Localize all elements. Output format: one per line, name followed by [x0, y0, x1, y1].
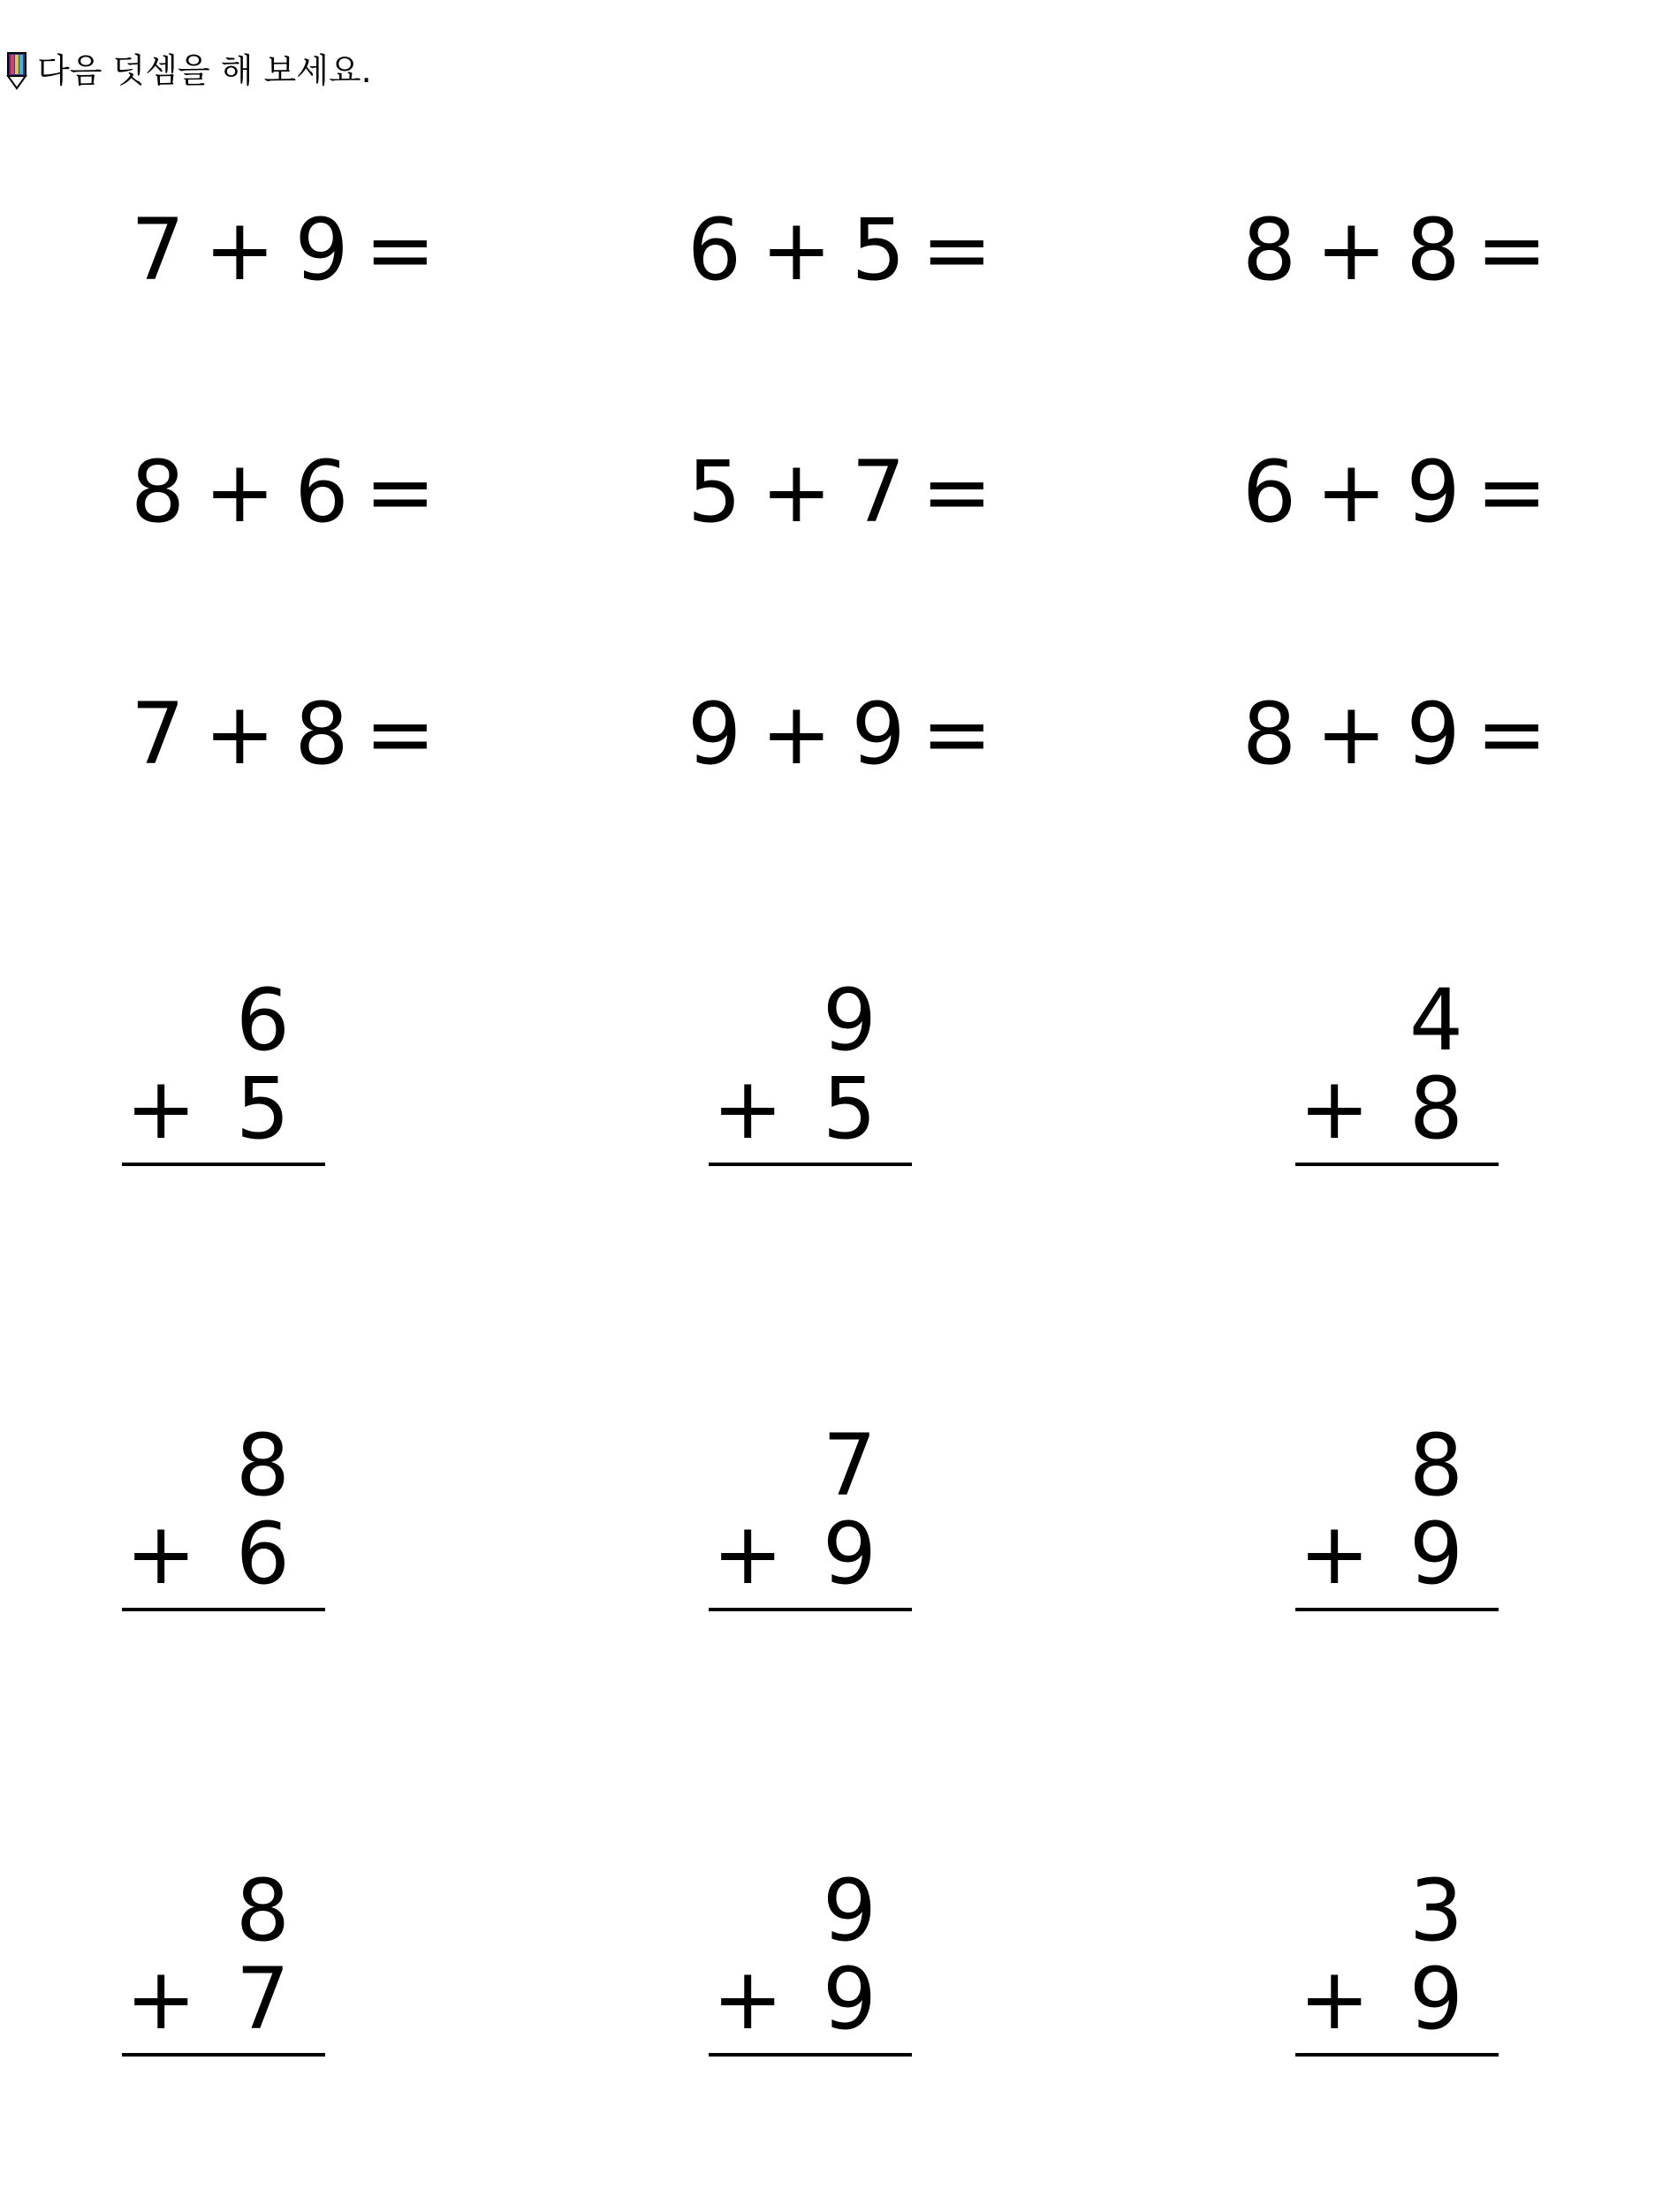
equals-sign: = [1476, 201, 1548, 299]
addend-a: 6 [687, 201, 742, 299]
addend-bottom: 5 [822, 1059, 877, 1158]
plus-sign: + [712, 1059, 784, 1158]
addend-b: 7 [851, 443, 906, 542]
pencil-icon [5, 51, 28, 90]
addend-b: 8 [1406, 201, 1461, 299]
plus-sign: + [761, 201, 832, 299]
addend-bottom: 7 [235, 1950, 290, 2049]
plus-sign: + [712, 1504, 784, 1603]
addend-bottom: 5 [235, 1059, 290, 1158]
addend-b: 5 [851, 201, 906, 299]
addend-top: 9 [822, 1861, 877, 1960]
addend-top: 6 [235, 971, 290, 1070]
plus-sign: + [761, 685, 832, 784]
addend-b: 9 [851, 685, 906, 784]
horizontal-problem [1242, 686, 1547, 783]
addend-top: 8 [235, 1861, 290, 1960]
horizontal-problem [1242, 443, 1547, 541]
addend-a: 8 [131, 443, 186, 542]
plus-sign: + [1299, 1059, 1370, 1158]
equals-sign: = [364, 201, 436, 299]
addend-b: 9 [294, 201, 349, 299]
answer-line [709, 1163, 912, 1166]
equals-sign: = [921, 443, 993, 542]
addend-a: 6 [1242, 443, 1297, 542]
vertical-problem [709, 972, 912, 1184]
vertical-problem [1295, 1417, 1499, 1629]
answer-line [1295, 1608, 1499, 1611]
horizontal-problem [131, 443, 436, 541]
equals-sign: = [1476, 443, 1548, 542]
plus-sign: + [204, 443, 276, 542]
equals-sign: = [364, 443, 436, 542]
addend-top: 8 [1408, 1416, 1463, 1515]
answer-line [122, 1608, 325, 1611]
plus-sign: + [1316, 201, 1387, 299]
horizontal-problem [1242, 201, 1547, 299]
instruction-text: 다음 덧셈을 해 보세요. [37, 51, 372, 90]
horizontal-problem [131, 686, 436, 783]
vertical-problem [122, 1862, 325, 2074]
vertical-problem [122, 1417, 325, 1629]
plus-sign: + [761, 443, 832, 542]
plus-sign: + [204, 201, 276, 299]
vertical-problem [1295, 972, 1499, 1184]
plus-sign: + [1316, 443, 1387, 542]
addend-b: 6 [294, 443, 349, 542]
plus-sign: + [125, 1504, 197, 1603]
addend-a: 9 [687, 685, 742, 784]
addend-bottom: 9 [1408, 1504, 1463, 1603]
equals-sign: = [921, 201, 993, 299]
horizontal-problem [687, 686, 992, 783]
answer-line [1295, 1163, 1499, 1166]
addend-a: 7 [131, 201, 186, 299]
addend-top: 8 [235, 1416, 290, 1515]
horizontal-problem [687, 201, 992, 299]
answer-line [1295, 2053, 1499, 2057]
plus-sign: + [1299, 1950, 1370, 2049]
vertical-problem [709, 1417, 912, 1629]
horizontal-problem [131, 201, 436, 299]
addend-a: 8 [1242, 201, 1297, 299]
answer-line [709, 1608, 912, 1611]
addend-b: 9 [1406, 443, 1461, 542]
addend-bottom: 6 [235, 1504, 290, 1603]
addend-b: 9 [1406, 685, 1461, 784]
addend-top: 4 [1408, 971, 1463, 1070]
answer-line [122, 1163, 325, 1166]
plus-sign: + [712, 1950, 784, 2049]
addend-top: 7 [822, 1416, 877, 1515]
horizontal-problem [687, 443, 992, 541]
plus-sign: + [204, 685, 276, 784]
equals-sign: = [921, 685, 993, 784]
addend-top: 3 [1408, 1861, 1463, 1960]
equals-sign: = [1476, 685, 1548, 784]
addend-b: 8 [294, 685, 349, 784]
plus-sign: + [1299, 1504, 1370, 1603]
answer-line [709, 2053, 912, 2057]
plus-sign: + [1316, 685, 1387, 784]
addend-a: 8 [1242, 685, 1297, 784]
addend-top: 9 [822, 971, 877, 1070]
addend-a: 7 [131, 685, 186, 784]
plus-sign: + [125, 1950, 197, 2049]
addend-bottom: 9 [822, 1950, 877, 2049]
addend-bottom: 8 [1408, 1059, 1463, 1158]
plus-sign: + [125, 1059, 197, 1158]
addend-a: 5 [687, 443, 742, 542]
equals-sign: = [364, 685, 436, 784]
vertical-problem [709, 1862, 912, 2074]
vertical-problem [122, 972, 325, 1184]
instruction [5, 49, 372, 92]
addend-bottom: 9 [822, 1504, 877, 1603]
answer-line [122, 2053, 325, 2057]
vertical-problem [1295, 1862, 1499, 2074]
addend-bottom: 9 [1408, 1950, 1463, 2049]
